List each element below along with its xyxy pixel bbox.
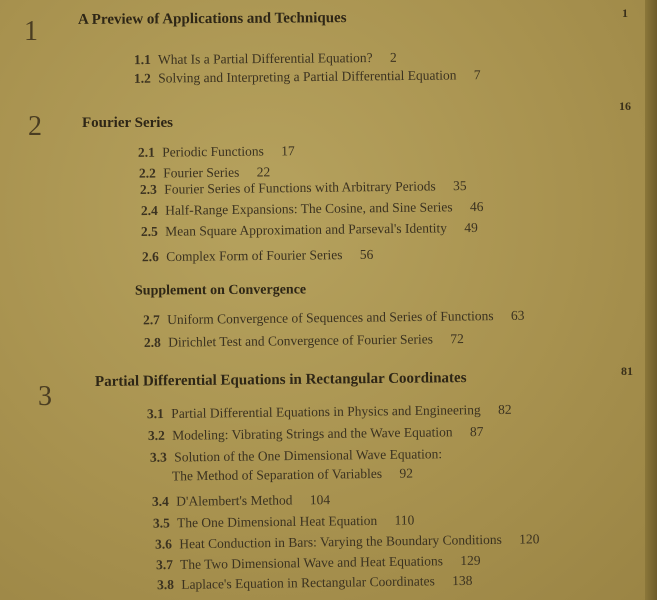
toc-entry: [134, 67, 481, 87]
section-page: 2: [389, 49, 397, 65]
toc-entry: [142, 247, 374, 265]
toc-entry: [141, 199, 484, 219]
chapter-3-title: Partial Differential Equations in Rectangular Coordinates: [94, 370, 467, 390]
section-number: 2.4: [140, 202, 158, 219]
section-title: Complex Form of Fourier Series: [166, 247, 343, 264]
section-title: The Two Dimensional Wave and Heat Equations: [179, 553, 444, 572]
section-title: Fourier Series: [163, 164, 240, 181]
section-title: Periodic Functions: [162, 143, 264, 160]
toc-entry: [134, 50, 397, 68]
section-page: 120: [519, 531, 540, 547]
toc-entry: [144, 331, 464, 351]
section-number: 1.1: [133, 51, 151, 68]
section-number: 1.2: [133, 70, 151, 86]
section-title: Modeling: Vibrating Strings and the Wave Equation: [172, 424, 453, 443]
section-page: 87: [469, 423, 484, 440]
toc-entry: [147, 402, 512, 422]
section-page: 63: [510, 307, 525, 323]
section-number: 3.6: [154, 536, 172, 552]
section-number: 3.3: [149, 449, 167, 465]
supplement-heading: Supplement on Convergence: [134, 282, 307, 299]
section-title: Solution of the One Dimensional Wave Equation:: [174, 446, 443, 465]
section-page: 49: [464, 219, 478, 236]
section-number: 3.4: [151, 493, 169, 509]
toc-entry-continuation: [172, 466, 413, 485]
chapter-2-page: 16: [619, 99, 631, 113]
toc-entry: [156, 553, 481, 574]
section-number: 2.5: [140, 223, 158, 240]
section-page: 104: [309, 492, 331, 508]
chapter-1-title: A Preview of Applications and Techniques: [77, 10, 347, 28]
toc-entry: [148, 424, 484, 444]
toc-entry: [139, 164, 270, 181]
section-title: Uniform Convergence of Sequences and Series of Functions: [167, 308, 494, 328]
section-page: 82: [497, 401, 512, 417]
section-title: Solving and Interpreting a Partial Differential Equation: [158, 67, 457, 86]
chapter-3-number: 3: [38, 381, 52, 412]
section-title: Laplace's Equation in Rectangular Coordinates: [181, 573, 435, 592]
toc-entry: [157, 573, 473, 593]
section-title: Fourier Series of Functions with Arbitrary Periods: [164, 178, 436, 197]
section-page: 138: [452, 572, 473, 589]
section-page: 129: [460, 552, 481, 569]
page-edge: [645, 0, 657, 600]
section-title: Mean Square Approximation and Parseval's Identity: [165, 220, 448, 239]
section-page: 110: [394, 512, 415, 528]
toc-entry: [152, 492, 330, 510]
toc-entry: [138, 143, 295, 161]
chapter-1-number: 1: [24, 16, 38, 47]
section-title: Half-Range Expansions: The Cosine, and Sine Series: [165, 199, 453, 218]
chapter-2-number: 2: [28, 111, 42, 142]
section-number: 3.8: [156, 576, 174, 593]
section-number: 2.3: [139, 181, 157, 197]
section-number: 2.8: [143, 334, 161, 350]
section-page: 46: [469, 198, 484, 215]
toc-entry: [143, 308, 525, 329]
toc-entry: [141, 220, 478, 240]
section-page: 17: [281, 143, 295, 159]
section-number: 2.2: [138, 165, 156, 181]
section-title: The One Dimensional Heat Equation: [176, 512, 378, 531]
section-title: What Is a Partial Differential Equation?: [157, 50, 373, 67]
toc-entry: [155, 531, 540, 552]
section-page: 72: [450, 331, 464, 347]
chapter-1-page: 1: [622, 6, 628, 20]
section-number: 3.1: [146, 406, 164, 422]
section-number: 2.1: [137, 144, 155, 160]
section-page: 35: [453, 178, 467, 194]
toc-entry: [150, 446, 442, 466]
section-title: Dirichlet Test and Convergence of Fourier Series: [168, 331, 434, 350]
section-title: Partial Differential Equations in Physics and Engineering: [171, 402, 481, 421]
toc-entry: [140, 178, 467, 198]
section-number: 2.7: [142, 312, 160, 328]
section-title: Heat Conduction in Bars: Varying the Boundary Conditions: [179, 531, 502, 552]
chapter-2-title: Fourier Series: [82, 115, 173, 131]
toc-entry: [153, 512, 415, 531]
section-title-line2: The Method of Separation of Variables: [171, 465, 383, 484]
section-number: 3.7: [155, 557, 173, 573]
section-page: 7: [473, 67, 481, 83]
section-number: 3.2: [147, 427, 165, 444]
chapter-3-page: 81: [621, 364, 633, 378]
section-page: 56: [359, 246, 374, 262]
section-page: 92: [399, 465, 414, 481]
section-number: 3.5: [152, 515, 170, 531]
section-page: 22: [256, 164, 271, 180]
section-title: D'Alembert's Method: [176, 492, 293, 509]
section-number: 2.6: [141, 249, 159, 265]
